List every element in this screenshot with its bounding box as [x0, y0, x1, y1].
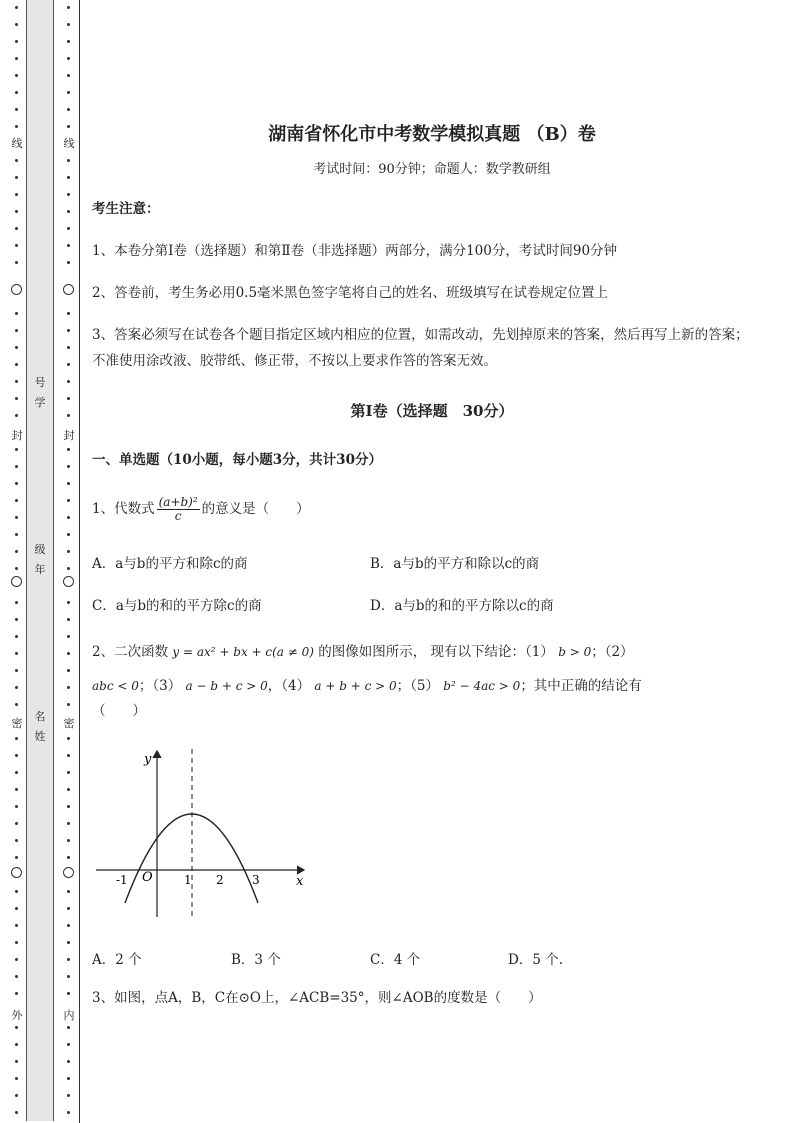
cut-dot: [67, 567, 70, 570]
tick-label-3: 3: [252, 873, 260, 887]
cut-dot: [67, 312, 70, 315]
q2-sep-3: ，（4）: [267, 678, 311, 694]
cut-dot: [67, 550, 70, 553]
cut-dot: [67, 533, 70, 536]
cut-dot: [67, 108, 70, 111]
cut-dot: [15, 1111, 18, 1114]
notice-item-1: 1、本卷分第I卷（选择题）和第Ⅱ卷（非选择题）两部分，满分100分，考试时间90分钟: [92, 243, 618, 259]
cut-dot: [15, 363, 18, 366]
cut-dot: [15, 788, 18, 791]
cut-dot: [67, 465, 70, 468]
cut-dot: [67, 958, 70, 961]
cut-dot: [67, 890, 70, 893]
inner-label-0: 线: [63, 137, 75, 150]
cut-dot: [67, 329, 70, 332]
q1-prefix: 1、代数式: [92, 501, 155, 517]
notice-item-3: 3、答案必须写在试卷各个题目指定区域内相应的位置，如需改动，先划掉原来的答案，然后再写上新的答案；不准使用涂改液、胶带纸、修正带，不按以上要求作答的答案无效。: [92, 327, 749, 369]
inner-label-2: 封: [63, 429, 75, 442]
cut-dot: [15, 822, 18, 825]
cut-dot: [67, 822, 70, 825]
cut-dot: [15, 1060, 18, 1063]
q2-conclusion-1: b > 0: [558, 645, 592, 659]
margin-rule: [79, 0, 80, 1123]
q2-conclusion-4: a + b + c > 0: [314, 679, 397, 693]
cut-dot: [67, 499, 70, 502]
cut-dot: [15, 261, 18, 264]
q2-option-c: C．4 个: [370, 952, 421, 968]
cut-dot: [15, 703, 18, 706]
cut-dot: [15, 941, 18, 944]
question-2-line-1: [92, 639, 772, 665]
q1-option-a: A．a与b的平方和除c的商: [92, 556, 248, 572]
q2-intro-2: 的图像如图所示， 现有以下结论：（1）: [318, 644, 554, 660]
cut-dot: [15, 499, 18, 502]
notice-heading: 考生注意：: [92, 201, 160, 217]
cut-dot: [67, 975, 70, 978]
cut-dot: [67, 261, 70, 264]
bar-label-ji: 级: [34, 543, 46, 556]
exam-meta: 考试时间：90分钟；命题人：数学教研组: [313, 162, 551, 177]
cut-dot: [67, 363, 70, 366]
q2-option-a: A．2 个: [92, 952, 142, 968]
cut-dot: [15, 601, 18, 604]
question-2-line-2: [92, 673, 772, 699]
cut-dot: [67, 907, 70, 910]
tick-label-1: 1: [184, 873, 192, 887]
origin-label: O: [142, 870, 153, 885]
cut-dot: [67, 754, 70, 757]
inner-circle-marker: [63, 576, 74, 587]
cut-dot: [15, 125, 18, 128]
cut-dot: [67, 1111, 70, 1114]
question-1: [92, 496, 772, 523]
cut-dot: [67, 176, 70, 179]
q2-option-b: B．3 个: [231, 952, 281, 968]
cut-dot: [15, 737, 18, 740]
inner-label-4: 密: [63, 717, 75, 730]
cut-dot: [15, 992, 18, 995]
cut-dot: [67, 91, 70, 94]
inner-circle-marker: [63, 867, 74, 878]
outer-dotted-cut-line: [10, 0, 24, 1123]
tick-label-neg1: -1: [116, 873, 128, 887]
cut-dot: [15, 6, 18, 9]
cut-dot: [67, 193, 70, 196]
bar-label-ming: 名: [34, 710, 46, 723]
cut-dot: [67, 635, 70, 638]
bar-label-nian: 年: [34, 563, 46, 576]
cut-dot: [67, 482, 70, 485]
outer-circle-marker: [11, 867, 22, 878]
cut-dot: [15, 805, 18, 808]
page-title: 湖南省怀化市中考数学模拟真题 （B）卷: [268, 124, 596, 145]
cut-dot: [15, 74, 18, 77]
cut-dot: [15, 839, 18, 842]
cut-dot: [67, 703, 70, 706]
q2-conclusion-3: a − b + c > 0: [185, 679, 268, 693]
outer-label-2: 封: [11, 429, 23, 442]
cut-dot: [15, 329, 18, 332]
outer-label-0: 线: [11, 137, 23, 150]
cut-dot: [15, 618, 18, 621]
cut-dot: [15, 533, 18, 536]
cut-dot: [15, 482, 18, 485]
cut-dot: [67, 227, 70, 230]
cut-dot: [67, 1043, 70, 1046]
x-axis-label: x: [296, 874, 304, 889]
cut-dot: [15, 91, 18, 94]
cut-dot: [67, 618, 70, 621]
cut-dot: [15, 856, 18, 859]
cut-dot: [67, 159, 70, 162]
cut-dot: [67, 1060, 70, 1063]
cut-dot: [15, 1094, 18, 1097]
cut-dot: [15, 1077, 18, 1080]
bar-label-xing: 姓: [34, 730, 46, 743]
cut-dot: [67, 57, 70, 60]
cut-dot: [15, 397, 18, 400]
cut-dot: [15, 414, 18, 417]
outer-label-6: 外: [11, 1009, 23, 1022]
outer-circle-marker: [11, 576, 22, 587]
cut-dot: [15, 635, 18, 638]
cut-dot: [67, 686, 70, 689]
cut-dot: [67, 74, 70, 77]
cut-dot: [15, 771, 18, 774]
q2-end: ；其中正确的结论有: [520, 678, 642, 694]
q1-option-b: B．a与b的平方和除以c的商: [370, 556, 540, 572]
cut-dot: [15, 244, 18, 247]
cut-dot: [15, 380, 18, 383]
inner-dotted-cut-line: [62, 0, 76, 1123]
cut-dot: [15, 1043, 18, 1046]
inner-circle-marker: [63, 284, 74, 295]
cut-dot: [67, 380, 70, 383]
q1-option-d: D．a与b的和的平方除以c的商: [370, 598, 554, 614]
q2-function: y = ax² + bx + c(a ≠ 0): [172, 645, 314, 659]
cut-dot: [67, 924, 70, 927]
bar-label-hao: 号: [34, 376, 46, 389]
cut-dot: [15, 57, 18, 60]
cut-dot: [67, 992, 70, 995]
outer-circle-marker: [11, 284, 22, 295]
question-3: 3、如图，点A，B，C在⊙O上，∠ACB=35°，则∠AOB的度数是（ ）: [92, 990, 542, 1006]
cut-dot: [67, 941, 70, 944]
cut-dot: [15, 1026, 18, 1029]
cut-dot: [15, 890, 18, 893]
cut-dot: [67, 805, 70, 808]
cut-dot: [15, 193, 18, 196]
cut-dot: [67, 601, 70, 604]
cut-dot: [67, 414, 70, 417]
cut-dot: [15, 652, 18, 655]
cut-dot: [67, 788, 70, 791]
cut-dot: [67, 6, 70, 9]
cut-dot: [67, 1026, 70, 1029]
cut-dot: [15, 516, 18, 519]
q2-sep-4: ；（5）: [396, 678, 439, 694]
cut-dot: [67, 516, 70, 519]
cut-dot: [67, 23, 70, 26]
cut-dot: [15, 210, 18, 213]
cut-dot: [67, 737, 70, 740]
cut-dot: [67, 244, 70, 247]
binding-margin: [0, 0, 82, 1123]
cut-dot: [67, 856, 70, 859]
cut-dot: [15, 924, 18, 927]
cut-dot: [67, 652, 70, 655]
cut-dot: [67, 40, 70, 43]
cut-dot: [67, 448, 70, 451]
cut-dot: [15, 669, 18, 672]
cut-dot: [15, 465, 18, 468]
cut-dot: [15, 567, 18, 570]
q2-intro: 2、二次函数: [92, 644, 169, 660]
q1-option-c: C．a与b的和的平方除c的商: [92, 598, 262, 614]
cut-dot: [67, 125, 70, 128]
cut-dot: [15, 550, 18, 553]
cut-dot: [67, 771, 70, 774]
cut-dot: [15, 686, 18, 689]
cut-dot: [67, 839, 70, 842]
cut-dot: [15, 958, 18, 961]
cut-dot: [15, 448, 18, 451]
q2-option-d: D．5 个.: [508, 952, 563, 968]
cut-dot: [15, 23, 18, 26]
cut-dot: [67, 669, 70, 672]
cut-dot: [67, 210, 70, 213]
cut-dot: [67, 1077, 70, 1080]
q2-sep-1: ；（2）: [591, 644, 634, 660]
q2-conclusion-5: b² − 4ac > 0: [443, 679, 521, 693]
cut-dot: [67, 397, 70, 400]
q2-conclusion-2: abc < 0: [92, 679, 139, 693]
notice-item-2: 2、答卷前，考生务必用0.5毫米黑色签字笔将自己的姓名、班级填写在试卷规定位置上: [92, 285, 609, 301]
part1-title: 第I卷（选择题 30分）: [350, 402, 514, 420]
q1-frac-den: c: [174, 509, 182, 523]
q1-frac-num: (a+b)²: [158, 495, 198, 509]
cut-dot: [67, 346, 70, 349]
q2-parabola-graph: [92, 745, 312, 925]
student-info-bar: [26, 0, 54, 1121]
bar-label-xue: 学: [34, 396, 46, 409]
q2-answer-paren: （ ）: [92, 703, 146, 719]
cut-dot: [15, 312, 18, 315]
q2-sep-2: ；（3）: [138, 678, 182, 694]
y-axis-label: y: [144, 752, 152, 767]
cut-dot: [15, 907, 18, 910]
inner-label-6: 内: [63, 1009, 75, 1022]
cut-dot: [15, 176, 18, 179]
section-title: 一、单选题（10小题，每小题3分，共计30分）: [92, 452, 382, 468]
cut-dot: [15, 108, 18, 111]
cut-dot: [15, 40, 18, 43]
q1-suffix: 的意义是（ ）: [201, 501, 310, 517]
cut-dot: [15, 754, 18, 757]
tick-label-2: 2: [216, 873, 224, 887]
cut-dot: [67, 1094, 70, 1097]
outer-label-4: 密: [11, 717, 23, 730]
q1-fraction: [157, 496, 200, 523]
cut-dot: [15, 159, 18, 162]
cut-dot: [15, 975, 18, 978]
cut-dot: [15, 346, 18, 349]
cut-dot: [15, 227, 18, 230]
